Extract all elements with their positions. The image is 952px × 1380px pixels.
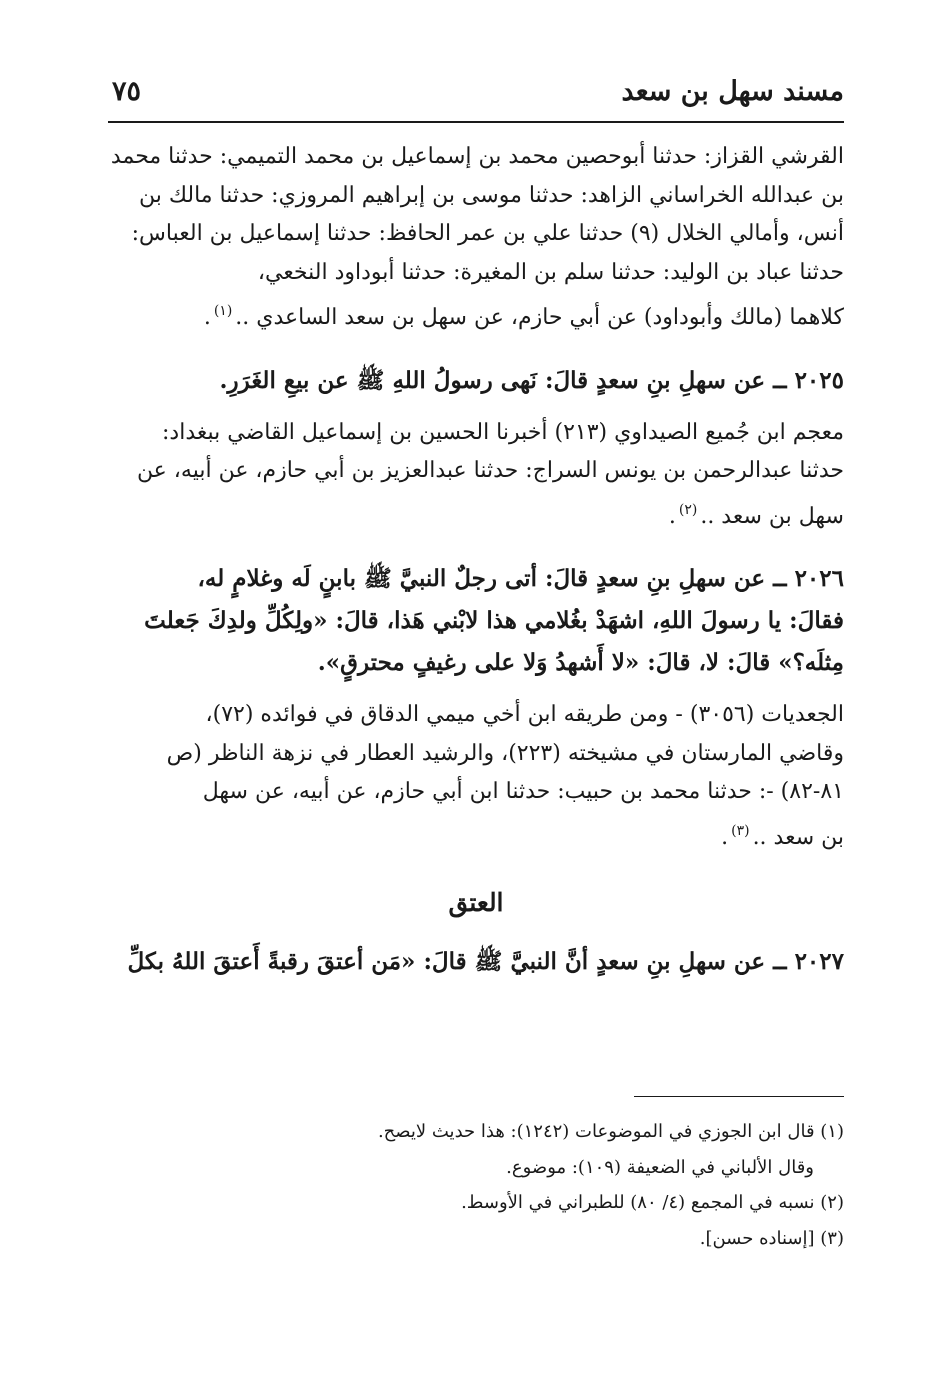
- text-line: ٨١-٨٢) -: حدثنا محمد بن حبيب: حدثنا ابن أبي حازم، عن أبيه، عن سهل: [202, 779, 844, 804]
- running-title: مسند سهل بن سعد: [621, 76, 844, 107]
- hadith-2026-line: مِثلَه؟» قالَ: لا، قالَ: «لا أَشهدُ وَلا على رغيفٍ محترقٍ».: [317, 649, 844, 676]
- footnote-divider: [634, 1096, 844, 1097]
- footnote-marker: (١): [213, 303, 233, 319]
- text-line: بن سعد ..$^{(٣)}$.: [721, 822, 844, 850]
- line-text: كلاهما (مالك وأبوداود) عن أبي حازم، عن سهل بن سعد الساعدي ..: [235, 305, 844, 330]
- text-line: بن عبدالله الخراساني الزاهد: حدثنا موسى بن إبراهيم المروزي: حدثنا مالك بن: [138, 182, 844, 208]
- spacer: [108, 338, 844, 360]
- footnote: (٣) [إسناده حسن].: [699, 1227, 844, 1249]
- footnote-marker: (٣): [731, 822, 750, 839]
- footnotes: [108, 1114, 844, 1256]
- hadith-2025: ٢٠٢٥ ــ عن سهلِ بنِ سعدٍ قالَ: نَهى رسولُ اللهِ ﷺ عن بيعِ الغَرَرِ.: [219, 366, 844, 394]
- footnote-marker: (٢): [678, 501, 698, 518]
- spacer: [108, 536, 844, 558]
- hadith-2026-line: فقالَ: يا رسولَ اللهِ، اشهَدْ بغُلامي هذا لابْني هَذا، قالَ: «ولِكُلِّ ولدِكَ جَعلتَ: [144, 607, 844, 634]
- text-line: معجم ابن جُميع الصيداوي (٢١٣) أخبرنا الحسين بن إسماعيل القاضي ببغداد:: [162, 419, 844, 445]
- text-line: حدثنا عباد بن الوليد: حدثنا سلم بن المغيرة: حدثنا أبوداود النخعي،: [257, 259, 844, 285]
- footnote: وقال الألباني في الضعيفة (١٠٩): موضوع.: [506, 1156, 814, 1178]
- spacer: [108, 402, 844, 414]
- hadith-2027: ٢٠٢٧ ــ عن سهلِ بنِ سعدٍ أنَّ النبيَّ ﷺ قالَ: «مَن أعتقَ رقبةً أَعتقَ اللهُ بكلِّ: [127, 948, 844, 975]
- text-line: كلاهما (مالك وأبوداود) عن أبي حازم، عن سهل بن سعد الساعدي ..$^{(١)}$.: [203, 303, 844, 330]
- section-title: العتق: [448, 888, 504, 917]
- page-number: ٧٥: [112, 76, 142, 107]
- spacer: [108, 684, 844, 696]
- hadith-2026-line: ٢٠٢٦ ــ عن سهلِ بنِ سعدٍ قالَ: أتى رجلٌ النبيَّ ﷺ بابنٍ لَه وغلامٍ له،: [197, 565, 844, 592]
- line-text: بن سعد ..: [752, 824, 844, 850]
- header-divider: [108, 121, 844, 123]
- line-text: سهل بن سعد ..: [700, 503, 844, 529]
- text-line: أنس، وأمالي الخلال (٩) حدثنا علي بن عمر الحافظ: حدثنا إسماعيل بن العباس:: [131, 221, 844, 246]
- main-text: [108, 138, 844, 983]
- text-line: حدثنا عبدالرحمن بن يونس السراج: حدثنا عبدالعزيز بن أبي حازم، عن أبيه، عن: [136, 458, 844, 483]
- footnote: (١) قال ابن الجوزي في الموضوعات (١٢٤٢): هذا حديث لايصح.: [377, 1121, 844, 1142]
- footnote: (٢) نسبه في المجمع (٤/ ٨٠) للطبراني في الأوسط.: [461, 1192, 844, 1213]
- text-line: وقاضي المارستان في مشيخته (٢٢٣)، والرشيد العطار في نزهة الناظر (ص: [166, 740, 844, 766]
- text-line: سهل بن سعد ..$^{(٢)}$.: [668, 501, 844, 529]
- page-header: [108, 72, 844, 118]
- text-line: الجعديات (٣٠٥٦) - ومن طريقه ابن أخي ميمي الدقاق في فوائده (٧٢)،: [205, 702, 844, 727]
- text-line: القرشي القزاز: حدثنا أبوحصين محمد بن إسماعيل بن محمد التميمي: حدثنا محمد: [110, 144, 844, 169]
